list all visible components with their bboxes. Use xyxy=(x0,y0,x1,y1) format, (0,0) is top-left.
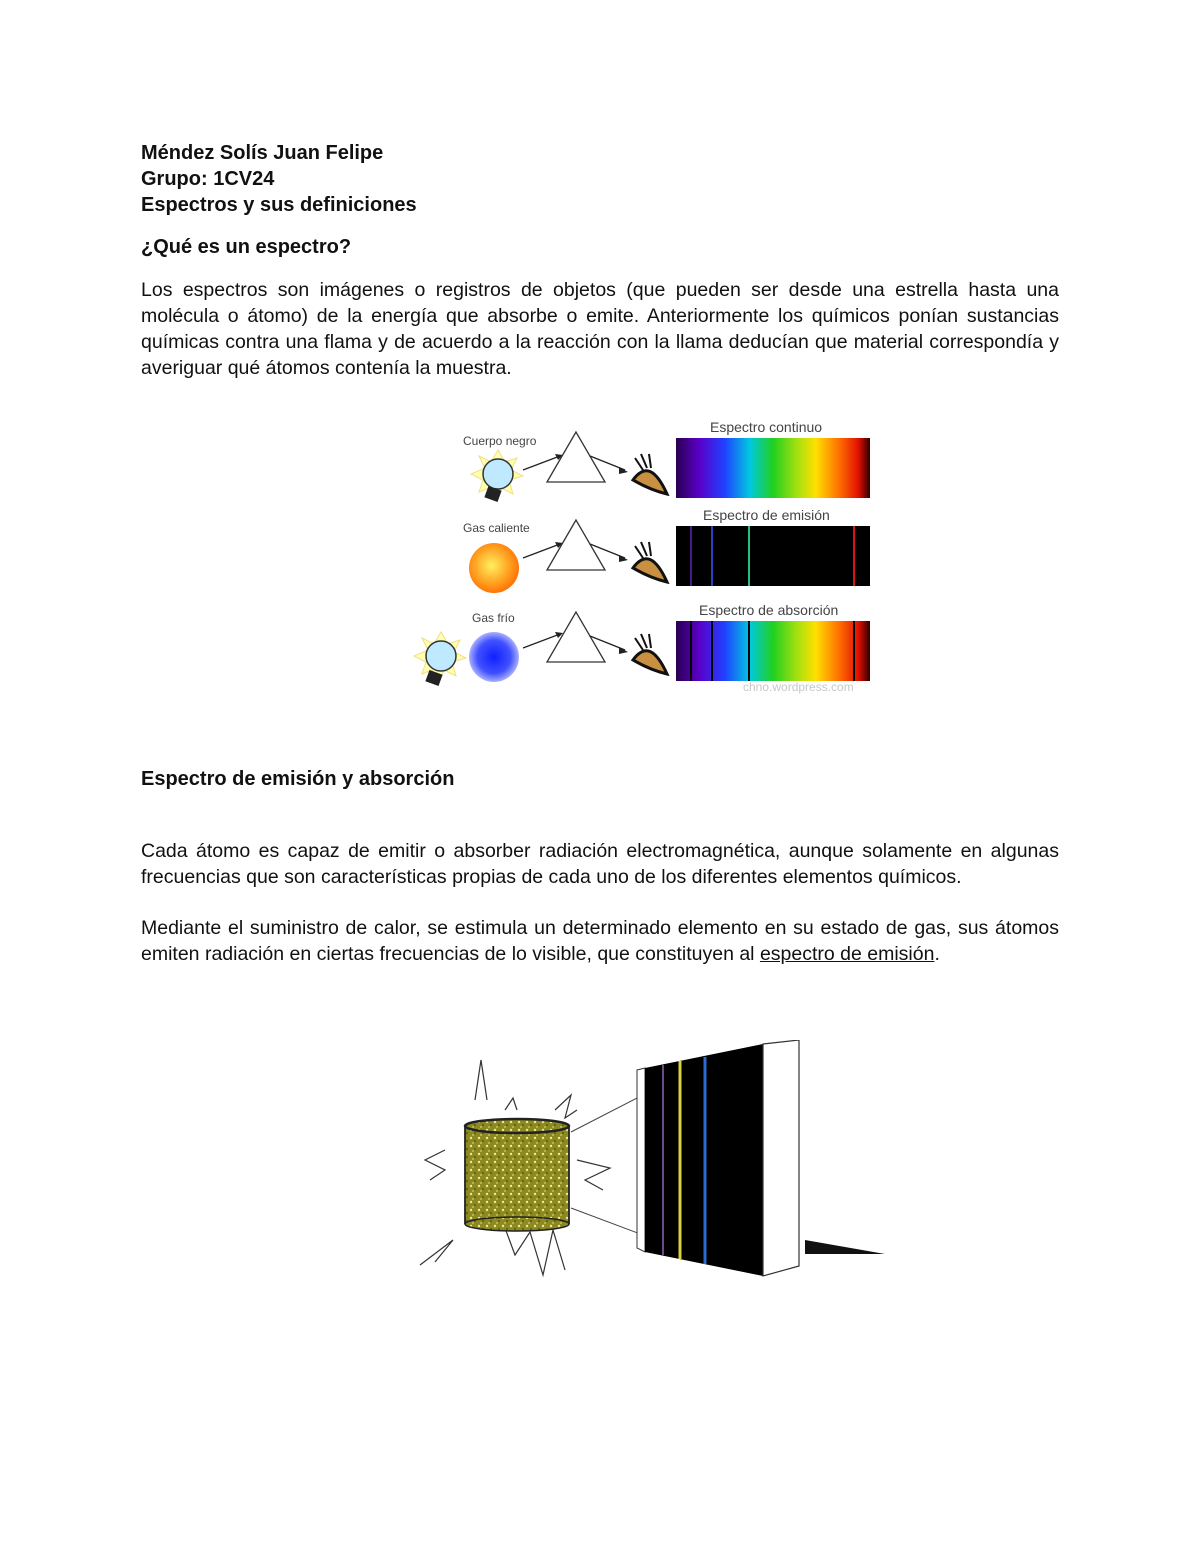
label-gas-frio: Gas frío xyxy=(472,611,515,625)
hot-gas-icon xyxy=(469,543,519,593)
paragraph2-text: Mediante el suministro de calor, se estimula un determinado elemento en su estado de gas, sus átomos emiten radiación en ciertas frecuencias de lo visible, que constituyen al xyxy=(141,917,1059,965)
section2-heading: Espectro de emisión y absorción xyxy=(141,768,455,790)
eye-icon xyxy=(633,634,667,674)
section1-paragraph: Los espectros son imágenes o registros de objetos (que pueden ser desde una estrella hasta una molécula o átomo) de la energía que absorbe o emite. Anteriormente los químicos ponían sustancias químicas contra una flama y de acuerdo a la reacción con la llama deducían que material correspondía y averiguar qué átomos contenía la muestra. xyxy=(141,279,1059,379)
watermark: chno.wordpress.com xyxy=(743,680,854,694)
emission-spectrum xyxy=(676,526,870,586)
spectrum-screen xyxy=(637,1040,885,1276)
emission-illustration xyxy=(405,1040,885,1280)
eye-icon xyxy=(633,542,667,582)
prism-icon xyxy=(547,612,605,662)
author-name: Méndez Solís Juan Felipe xyxy=(141,142,384,164)
section2-paragraph1: Cada átomo es capaz de emitir o absorber radiación electromagnética, aunque solamente en algunas frecuencias que son características propias de cada uno de los diferentes elementos químicos. xyxy=(141,840,1059,888)
document-title: Espectros y sus definiciones xyxy=(141,194,417,216)
title-espectro-continuo: Espectro continuo xyxy=(710,419,823,435)
cold-gas-icon xyxy=(469,632,519,682)
eye-icon xyxy=(633,454,667,494)
gas-cylinder xyxy=(465,1119,569,1231)
spectrum-types-figure xyxy=(405,410,885,700)
label-cuerpo-negro: Cuerpo negro xyxy=(463,434,537,448)
emission-spectrum-link[interactable]: espectro de emisión xyxy=(759,943,935,965)
group-label: Grupo: 1CV24 xyxy=(141,168,275,190)
label-gas-caliente: Gas caliente xyxy=(463,521,530,535)
bulb-icon xyxy=(414,632,466,686)
absorption-spectrum xyxy=(676,621,870,681)
paragraph2-end: . xyxy=(934,943,940,965)
section1-heading: ¿Qué es un espectro? xyxy=(141,236,352,258)
bulb-icon xyxy=(471,450,523,502)
continuous-spectrum xyxy=(676,438,870,498)
title-espectro-emision: Espectro de emisión xyxy=(703,507,830,523)
title-espectro-absorcion: Espectro de absorción xyxy=(699,602,839,618)
section2-paragraph2 xyxy=(141,915,1059,967)
